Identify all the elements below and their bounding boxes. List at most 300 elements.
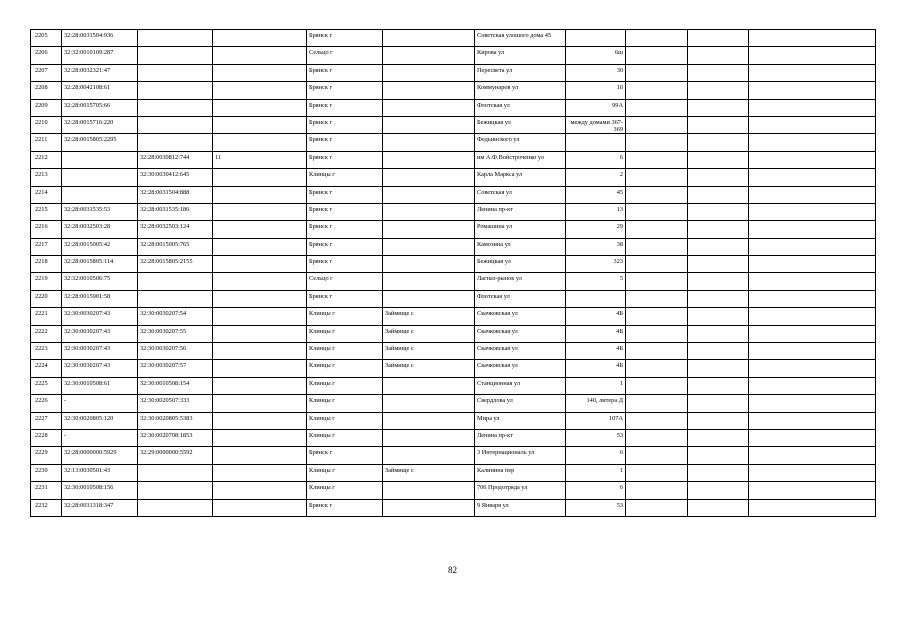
table-cell: Флотская ул (475, 99, 566, 116)
table-cell (626, 377, 688, 394)
table-cell: 6 (566, 151, 626, 168)
table-cell: 32:28:0031535:53 (62, 203, 138, 220)
table-cell: Брянск г (307, 221, 383, 238)
table-row (31, 395, 876, 412)
table-row (31, 377, 876, 394)
table-cell: Клинцы г (307, 308, 383, 325)
table-cell (688, 325, 749, 342)
table-cell: 2218 (31, 256, 62, 273)
table-cell (688, 203, 749, 220)
table-cell (626, 151, 688, 168)
table-cell: Займище с (383, 308, 475, 325)
table-row (31, 221, 876, 238)
table-cell: Брянск г (307, 203, 383, 220)
table-cell: 2225 (31, 377, 62, 394)
table-cell: 32:28:0015705:66 (62, 99, 138, 116)
table-cell: 32:30:0010508:154 (138, 377, 213, 394)
table-cell: 2228 (31, 429, 62, 446)
table-row (31, 308, 876, 325)
table-cell (626, 64, 688, 81)
table-cell (688, 273, 749, 290)
table-cell (626, 47, 688, 64)
table-cell: Займище с (383, 343, 475, 360)
table-cell (213, 499, 307, 516)
table-cell (213, 47, 307, 64)
table-cell: 32:28:0031318:347 (62, 499, 138, 516)
table-cell: 32:28:0015901:58 (62, 290, 138, 307)
table-cell (383, 203, 475, 220)
table-body (31, 30, 876, 517)
table-cell (213, 64, 307, 81)
table-cell: Лагназ-рынок ул (475, 273, 566, 290)
table-cell (626, 308, 688, 325)
table-cell: Станционная ул (475, 377, 566, 394)
table-cell (383, 134, 475, 151)
table-cell: - (62, 395, 138, 412)
table-cell: Кирова ул (475, 47, 566, 64)
table-cell: 32:28:0032503:124 (138, 221, 213, 238)
table-cell: 32:30:0020507:333 (138, 395, 213, 412)
table-cell: 323 (566, 256, 626, 273)
table-cell (688, 256, 749, 273)
table-cell (213, 325, 307, 342)
table-cell (213, 482, 307, 499)
table-cell: 32:30:0030207:43 (62, 343, 138, 360)
table-cell: 32:28:0015005:765 (138, 238, 213, 255)
table-cell (566, 290, 626, 307)
table-cell: 32:28:0000000:5929 (62, 447, 138, 464)
table-cell (626, 360, 688, 377)
table-cell (626, 499, 688, 516)
table-cell (213, 169, 307, 186)
table-cell: Брянск г (307, 151, 383, 168)
table-cell (383, 412, 475, 429)
table-cell: 2222 (31, 325, 62, 342)
table-cell (626, 273, 688, 290)
table-cell: Займище с (383, 360, 475, 377)
table-cell: 2209 (31, 99, 62, 116)
table-cell (688, 221, 749, 238)
table-cell: Клинцы г (307, 343, 383, 360)
table-cell (688, 82, 749, 99)
table-cell (213, 464, 307, 481)
table-cell: 6 (566, 482, 626, 499)
table-cell: 4Б (566, 308, 626, 325)
table-cell (383, 30, 475, 47)
table-cell (749, 238, 876, 255)
table-row (31, 64, 876, 81)
table-cell: 32:30:0030207:43 (62, 308, 138, 325)
table-cell (213, 290, 307, 307)
table-cell: 38 (566, 238, 626, 255)
table-cell (688, 134, 749, 151)
table-cell (213, 429, 307, 446)
table-cell (138, 64, 213, 81)
table-cell (626, 256, 688, 273)
table-cell (626, 203, 688, 220)
table-cell (213, 221, 307, 238)
table-row (31, 429, 876, 446)
table-cell: 1 (566, 464, 626, 481)
table-cell (749, 325, 876, 342)
table-cell (138, 82, 213, 99)
table-cell: Скачковская ул (475, 343, 566, 360)
table-cell: Скачковская ул (475, 308, 566, 325)
table-cell (383, 429, 475, 446)
table-cell: 9 Января ул (475, 499, 566, 516)
table-cell (626, 99, 688, 116)
table-cell: Займище с (383, 325, 475, 342)
table-row (31, 186, 876, 203)
table-cell: Брянск г (307, 256, 383, 273)
table-cell: Клинцы г (307, 429, 383, 446)
table-cell: Брянск г (307, 30, 383, 47)
table-cell (749, 99, 876, 116)
table-cell: Федьинского ул (475, 134, 566, 151)
table-cell (688, 99, 749, 116)
table-cell: 32:30:0030207:55 (138, 325, 213, 342)
table-cell (383, 82, 475, 99)
table-cell (688, 308, 749, 325)
table-cell: 32:28:0030812:744 (138, 151, 213, 168)
table-cell: 32:32:0010506:75 (62, 273, 138, 290)
registry-table (30, 29, 876, 517)
table-cell (749, 186, 876, 203)
table-cell: 107А (566, 412, 626, 429)
table-cell (749, 343, 876, 360)
table-cell (749, 169, 876, 186)
table-cell: Брянск г (307, 134, 383, 151)
table-cell (626, 395, 688, 412)
table-cell (383, 395, 475, 412)
table-cell (688, 186, 749, 203)
table-cell: 32:30:0030412:645 (138, 169, 213, 186)
table-cell (626, 412, 688, 429)
table-cell: - (62, 429, 138, 446)
table-cell: Брянск г (307, 99, 383, 116)
table-cell: 2207 (31, 64, 62, 81)
table-cell (749, 256, 876, 273)
table-cell: Клинцы г (307, 464, 383, 481)
table-cell (749, 308, 876, 325)
table-cell (749, 221, 876, 238)
table-cell: Коммунаров ул (475, 82, 566, 99)
table-cell: 6 (566, 447, 626, 464)
table-cell: 45 (566, 186, 626, 203)
table-row (31, 360, 876, 377)
table-cell: Скачковская ул (475, 325, 566, 342)
table-cell: Брянск г (307, 238, 383, 255)
table-cell (749, 464, 876, 481)
table-cell (138, 290, 213, 307)
table-cell (383, 482, 475, 499)
table-cell (213, 343, 307, 360)
table-cell (626, 238, 688, 255)
table-cell: Брянск г (307, 186, 383, 203)
table-cell: Ленина пр-кт (475, 429, 566, 446)
table-cell: Брянск г (307, 290, 383, 307)
table-cell (138, 273, 213, 290)
table-cell: 2211 (31, 134, 62, 151)
table-cell (213, 82, 307, 99)
table-cell (688, 64, 749, 81)
table-cell (626, 116, 688, 133)
table-cell: Займище с (383, 464, 475, 481)
table-cell (383, 499, 475, 516)
table-cell (626, 343, 688, 360)
table-cell: Клинцы г (307, 377, 383, 394)
table-cell (626, 325, 688, 342)
table-cell (688, 30, 749, 47)
table-cell: 32:30:0020805:5383 (138, 412, 213, 429)
table-cell: 32:28:0042108:61 (62, 82, 138, 99)
table-cell (749, 412, 876, 429)
table-cell (749, 151, 876, 168)
table-cell: 32:13:0030501:43 (62, 464, 138, 481)
table-cell (688, 429, 749, 446)
table-cell: Сельцо г (307, 47, 383, 64)
table-cell (213, 186, 307, 203)
table-cell (688, 47, 749, 64)
table-cell (749, 429, 876, 446)
table-cell: Клинцы г (307, 482, 383, 499)
table-cell (749, 134, 876, 151)
table-row (31, 116, 876, 133)
table-cell: 32:30:0020805:120 (62, 412, 138, 429)
page-number: 82 (448, 565, 457, 575)
table-cell (213, 395, 307, 412)
table-cell (626, 290, 688, 307)
table-cell: 10 (566, 82, 626, 99)
table-cell (749, 47, 876, 64)
table-row (31, 238, 876, 255)
table-cell: 32:32:0010109:287 (62, 47, 138, 64)
table-cell (626, 134, 688, 151)
table-cell (383, 238, 475, 255)
table-row (31, 499, 876, 516)
table-cell (213, 412, 307, 429)
table-cell: им А.Ф.Войстроченко ул (475, 151, 566, 168)
table-cell: 2205 (31, 30, 62, 47)
table-cell: Камозина ул (475, 238, 566, 255)
table-cell: 6ш (566, 47, 626, 64)
table-row (31, 134, 876, 151)
table-cell: Советская улошого дома 45 (475, 30, 566, 47)
table-cell (138, 464, 213, 481)
table-cell: 4Б (566, 360, 626, 377)
table-cell (138, 134, 213, 151)
table-cell: 2210 (31, 116, 62, 133)
table-cell: 2220 (31, 290, 62, 307)
table-cell (688, 395, 749, 412)
table-cell: 32:30:0020708:1853 (138, 429, 213, 446)
table-cell (213, 238, 307, 255)
table-row (31, 47, 876, 64)
table-cell: 2226 (31, 395, 62, 412)
table-cell: Клинцы г (307, 169, 383, 186)
table-cell (749, 64, 876, 81)
table-cell (626, 482, 688, 499)
table-cell: Брянск г (307, 116, 383, 133)
table-row (31, 482, 876, 499)
table-cell (626, 186, 688, 203)
table-cell (749, 273, 876, 290)
table-cell: Клинцы г (307, 395, 383, 412)
table-cell (213, 273, 307, 290)
table-cell (749, 482, 876, 499)
table-cell (626, 82, 688, 99)
table-cell (688, 238, 749, 255)
table-cell: 32:30:0010508:61 (62, 377, 138, 394)
table-cell: Клинцы г (307, 325, 383, 342)
table-cell: 2232 (31, 499, 62, 516)
table-cell (749, 395, 876, 412)
table-cell: Брянск г (307, 64, 383, 81)
table-cell (383, 377, 475, 394)
table-cell (626, 429, 688, 446)
table-cell: 32:28:0015716:220 (62, 116, 138, 133)
table-cell (383, 169, 475, 186)
table-cell (749, 116, 876, 133)
table-cell: 2221 (31, 308, 62, 325)
table-cell: Ромашина ул (475, 221, 566, 238)
table-cell (749, 360, 876, 377)
table-cell (749, 447, 876, 464)
table-cell: Скачковская ул (475, 360, 566, 377)
table-cell (138, 30, 213, 47)
table-cell: Калинина пер (475, 464, 566, 481)
table-cell: 2214 (31, 186, 62, 203)
table-cell: 1 (566, 377, 626, 394)
table-cell (566, 134, 626, 151)
table-cell: 2206 (31, 47, 62, 64)
table-cell: 4Б (566, 343, 626, 360)
table-cell: 140, литера Д (566, 395, 626, 412)
table-cell (213, 99, 307, 116)
table-cell: 2215 (31, 203, 62, 220)
table-cell (626, 30, 688, 47)
table-cell (383, 273, 475, 290)
table-row (31, 464, 876, 481)
table-cell (138, 499, 213, 516)
table-cell: 29 (566, 221, 626, 238)
table-cell: 3 Интернациональ ул (475, 447, 566, 464)
table-cell: 11 (213, 151, 307, 168)
table-cell (688, 412, 749, 429)
table-cell (626, 221, 688, 238)
table-cell: 32:28:0015805:2295 (62, 134, 138, 151)
table-cell (62, 151, 138, 168)
table-cell (213, 377, 307, 394)
table-cell (688, 464, 749, 481)
table-cell: 99А (566, 99, 626, 116)
table-cell (213, 134, 307, 151)
table-cell: 13 (566, 203, 626, 220)
table-cell (383, 447, 475, 464)
table-cell: 2229 (31, 447, 62, 464)
table-cell (138, 116, 213, 133)
table-cell: Бежицкая ул (475, 116, 566, 133)
table-cell (383, 221, 475, 238)
table-cell (749, 499, 876, 516)
table-row (31, 203, 876, 220)
table-cell (749, 82, 876, 99)
table-cell: 2231 (31, 482, 62, 499)
table-cell: 2224 (31, 360, 62, 377)
table-cell (138, 99, 213, 116)
table-cell (213, 447, 307, 464)
table-cell (749, 30, 876, 47)
table-cell: 2223 (31, 343, 62, 360)
table-cell: 32:28:0015805:2155 (138, 256, 213, 273)
table-cell (62, 186, 138, 203)
table-cell (383, 256, 475, 273)
table-cell: 4Б (566, 325, 626, 342)
table-cell: Сельцо г (307, 273, 383, 290)
table-cell: 30 (566, 64, 626, 81)
table-cell (626, 464, 688, 481)
table-cell (62, 169, 138, 186)
table-cell: Мира ул (475, 412, 566, 429)
table-cell: 32:29:0000000:5592 (138, 447, 213, 464)
table-cell: 53 (566, 429, 626, 446)
table-cell (138, 482, 213, 499)
table-cell: 2208 (31, 82, 62, 99)
table-cell (688, 343, 749, 360)
table-cell: Брянск г (307, 447, 383, 464)
table-cell (688, 499, 749, 516)
table-row (31, 169, 876, 186)
table-row (31, 82, 876, 99)
table-cell: Брянск г (307, 499, 383, 516)
table-cell: Пересвета ул (475, 64, 566, 81)
table-cell (688, 116, 749, 133)
table-cell (383, 47, 475, 64)
table-cell (383, 116, 475, 133)
table-cell (688, 290, 749, 307)
table-row (31, 325, 876, 342)
table-cell: 32:30:0030207:43 (62, 360, 138, 377)
table-cell: 2230 (31, 464, 62, 481)
table-cell: 706 Продотряда ул (475, 482, 566, 499)
table-row (31, 273, 876, 290)
table-cell (688, 377, 749, 394)
table-cell: 32:28:0032503:28 (62, 221, 138, 238)
table-cell (626, 169, 688, 186)
table-cell: между домами 367-369 (566, 116, 626, 133)
table-row (31, 99, 876, 116)
table-cell (749, 377, 876, 394)
table-cell (688, 360, 749, 377)
table-cell: 5 (566, 273, 626, 290)
table-cell (688, 482, 749, 499)
table-cell: Советская ул (475, 186, 566, 203)
table-cell: 32:30:0010508:156 (62, 482, 138, 499)
table-cell (688, 447, 749, 464)
table-row (31, 343, 876, 360)
table-cell: Флотская ул (475, 290, 566, 307)
table-cell: Брянск г (307, 82, 383, 99)
table-cell (383, 99, 475, 116)
table-cell: 2212 (31, 151, 62, 168)
table-row (31, 256, 876, 273)
table-cell (383, 64, 475, 81)
table-cell (383, 151, 475, 168)
table-row (31, 447, 876, 464)
table-cell (626, 447, 688, 464)
table-cell: 53 (566, 499, 626, 516)
table-cell: 2 (566, 169, 626, 186)
